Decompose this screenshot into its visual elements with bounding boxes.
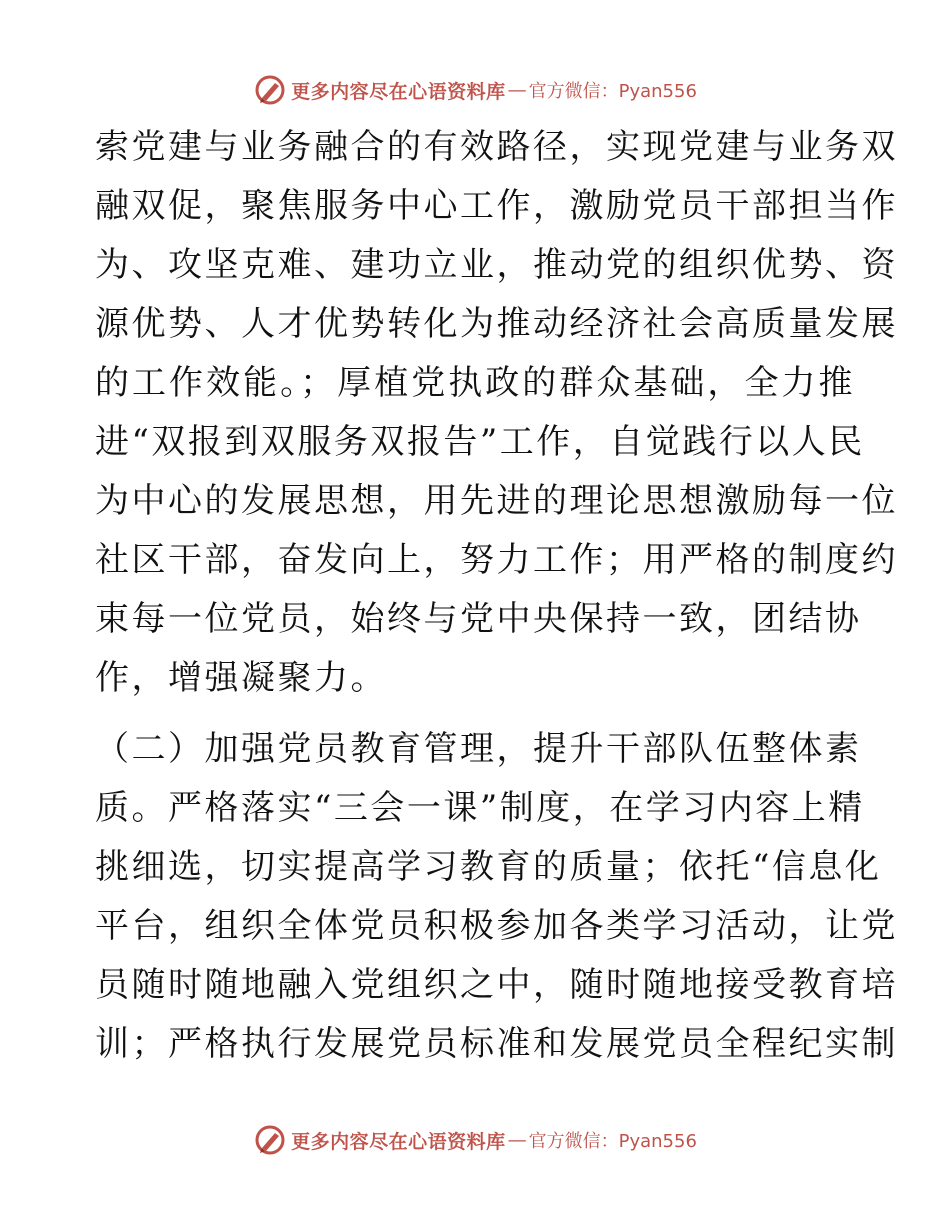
watermark-wechat-text: 官方微信：Pyan556 [528, 81, 697, 102]
text-line: 索党建与业务融合的有效路径，实现党建与业务双 [95, 127, 898, 167]
text-line: 社区干部，奋发向上，努力工作；用严格的制度约 [95, 540, 898, 580]
text-line: 的工作效能。；厚植党执政的群众基础，全力推 [95, 363, 855, 403]
text-line: 员随时随地融入党组织之中，随时随地接受教育培 [95, 965, 898, 1005]
text-line: 平台，组织全体党员积极参加各类学习活动，让党 [95, 906, 898, 946]
text-line: 训；严格执行发展党员标准和发展党员全程纪实制 [95, 1024, 898, 1064]
text-line: 作，增强凝聚力。 [95, 658, 387, 698]
footer-watermark [0, 1120, 950, 1160]
text-line: 进“双报到双服务双报告”工作，自觉践行以人民 [95, 422, 865, 462]
paragraph-gap [95, 708, 855, 720]
text-line: 源优势、人才优势转化为推动经济社会高质量发展 [95, 304, 898, 344]
paragraph-2 [95, 720, 898, 1074]
watermark-main-text: 更多内容尽在心语资料库 [291, 80, 506, 103]
text-line: （二）加强党员教育管理，提升干部队伍整体素 [95, 729, 862, 769]
watermark-wechat-text: 官方微信：Pyan556 [528, 1131, 697, 1152]
text-line: 融双促，聚焦服务中心工作，激励党员干部担当作 [95, 186, 898, 226]
text-line: 为、攻坚克难、建功立业，推动党的组织优势、资 [95, 245, 898, 285]
header-watermark [0, 70, 950, 110]
watermark-main-text: 更多内容尽在心语资料库 [291, 1130, 506, 1153]
text-line: 质。严格落实“三会一课”制度，在学习内容上精 [95, 788, 865, 828]
text-line: 挑细选，切实提高学习教育的质量；依托“信息化 [95, 847, 882, 887]
pen-logo-icon [253, 1123, 287, 1157]
document-body [95, 118, 898, 1074]
paragraph-1 [95, 118, 898, 708]
watermark-separator: — [507, 1129, 527, 1151]
text-line: 为中心的发展思想，用先进的理论思想激励每一位 [95, 481, 898, 521]
watermark-separator: — [507, 79, 527, 101]
text-line: 束每一位党员，始终与党中央保持一致，团结协 [95, 599, 862, 639]
pen-logo-icon [253, 73, 287, 107]
